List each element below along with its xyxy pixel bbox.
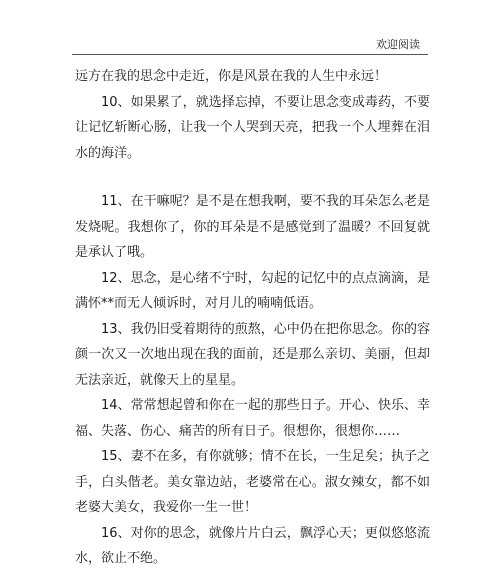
paragraph-12: 12、思念，是心绪不宁时，勾起的记忆中的点点滴滴，是满怀**而无人倾诉时，对月儿的喃喃低语。 [75,270,430,311]
paragraph-15: 15、妻不在多，有你就够；情不在长，一生足矣；执子之手，白头偕老。美女靠边站，老婆常在心。淑女辣女，都不如老婆大美女，我爱你一生一世！ [75,449,430,515]
header-label: 欢迎阅读 [376,38,420,51]
paragraph-continuation: 远方在我的思念中走近，你是风景在我的人生中永远！ [75,69,388,84]
document-body [75,64,430,572]
paragraph-16: 16、对你的思念，就像片片白云，飘浮心天；更似悠悠流水，欲止不绝。 [75,525,430,566]
paragraph-14: 14、常常想起曾和你在一起的那些日子。开心、快乐、幸福、失落、伤心、痛苦的所有日子。很想你，很想你…… [75,398,430,439]
paragraph-11: 11、在干嘛呢？是不是在想我啊，要不我的耳朵怎么老是发烧呢。我想你了，你的耳朵是不是感觉到了温暖？不回复就是承认了哦。 [75,194,430,260]
paragraph-10: 10、如果累了，就选择忘掉，不要让思念变成毒药，不要让记忆斩断心肠，让我一个人哭到天亮，把我一个人埋葬在泪水的海洋。 [75,94,430,161]
paragraph-13: 13、我仍旧受着期待的煎熬，心中仍在把你思念。你的容颜一次又一次地出现在我的面前，还是那么亲切、美丽，但却无法亲近，就像天上的星星。 [75,321,430,388]
header-divider [72,54,428,55]
